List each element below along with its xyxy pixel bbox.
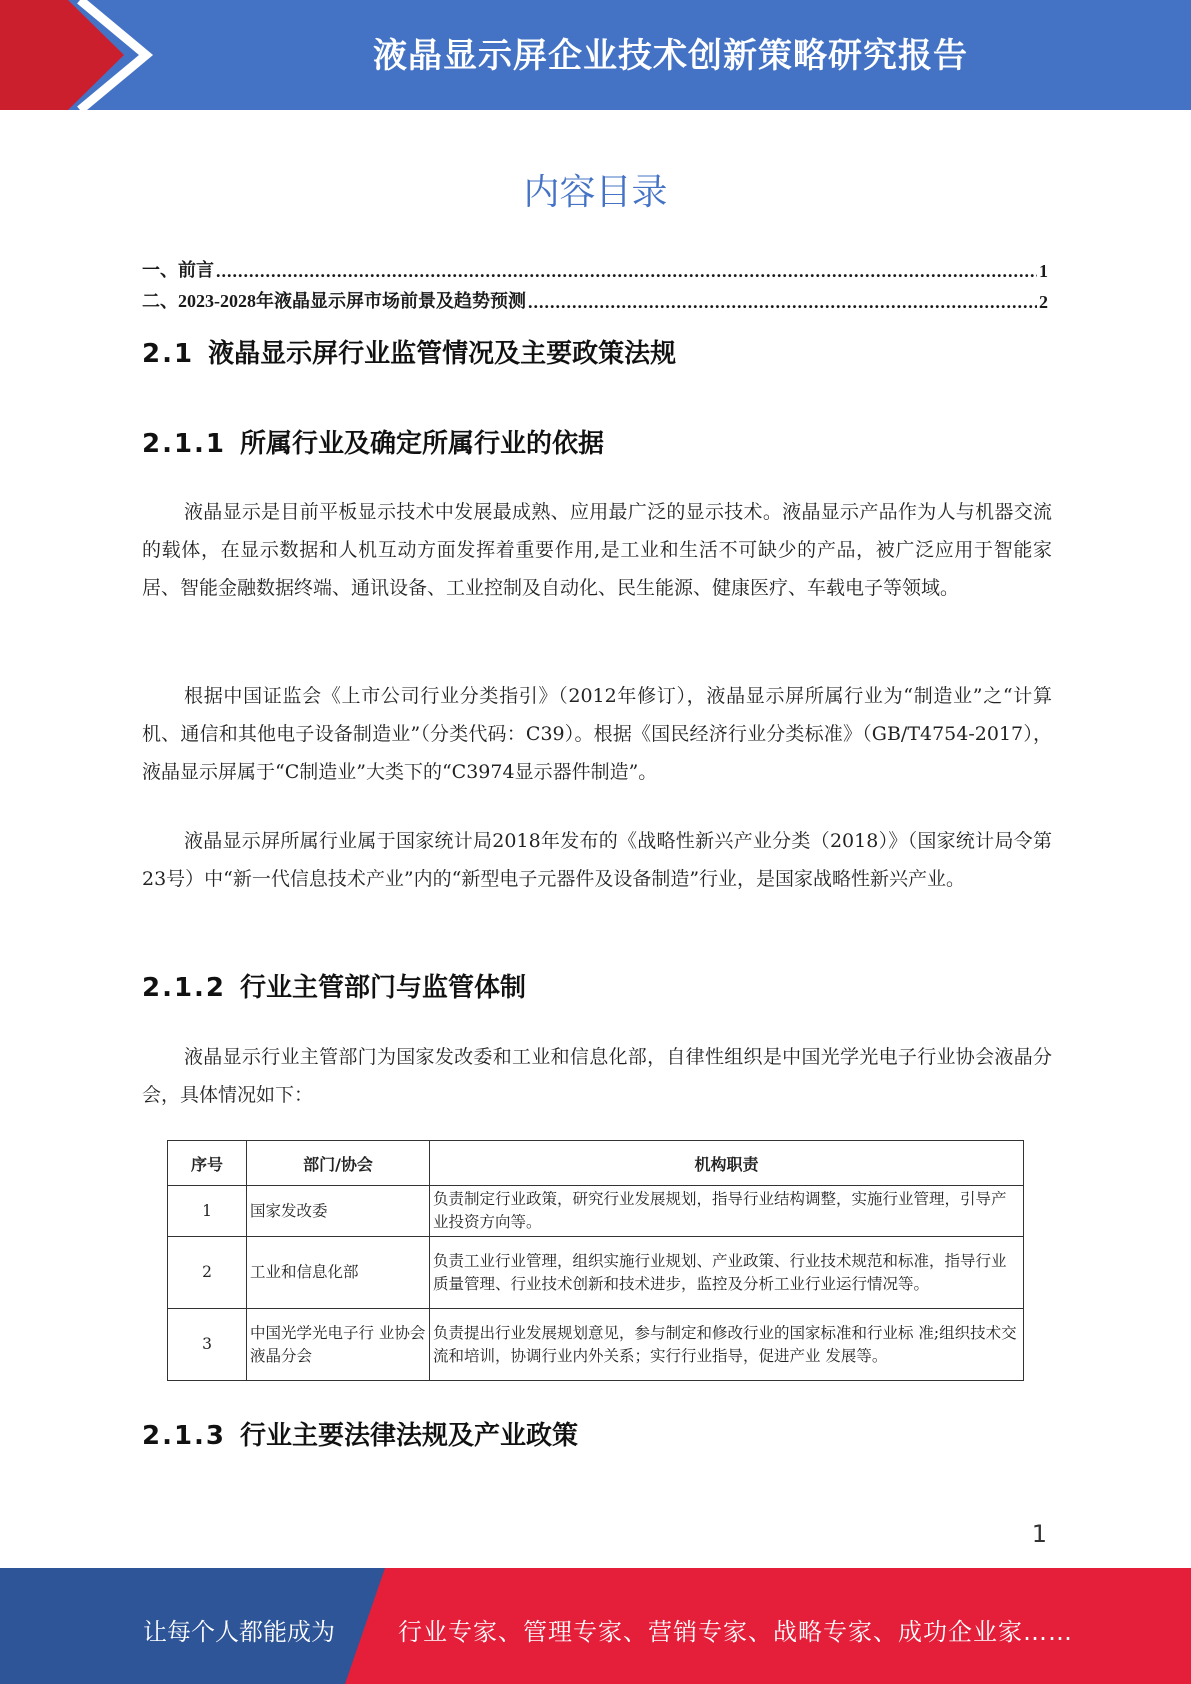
cell-no: 1 <box>168 1186 247 1237</box>
toc-entry[interactable] <box>142 256 1048 282</box>
toc-entry[interactable] <box>142 287 1048 313</box>
section-title: 所属行业及确定所属行业的依据 <box>240 429 605 459</box>
toc-entry-page: 2 <box>1039 292 1048 312</box>
cell-duty: 负责制定行业政策，研究行业发展规划，指导行业结构调整，实施行业管理，引导产业投资方向等。 <box>430 1186 1024 1237</box>
cell-dept: 工业和信息化部 <box>247 1237 430 1309</box>
toc-title: 内容目录 <box>523 172 668 213</box>
section-title: 液晶显示屏行业监管情况及主要政策法规 <box>208 339 677 369</box>
cell-dept: 中国光学光电子行 业协会液晶分会 <box>247 1309 430 1381</box>
table-row <box>168 1186 1024 1237</box>
section-heading-2-1-1 <box>142 423 604 460</box>
cell-no: 2 <box>168 1237 247 1309</box>
section-title: 行业主要法律法规及产业政策 <box>240 1421 579 1451</box>
cell-duty: 负责工业行业管理，组织实施行业规划、产业政策、行业技术规范和标准，指导行业质量管理、行业技术创新和技术进步，监控及分析工业行业运行情况等。 <box>430 1237 1024 1309</box>
cell-dept: 国家发改委 <box>247 1186 430 1237</box>
paragraph-authorities: 液晶显示行业主管部门为国家发改委和工业和信息化部，自律性组织是中国光学光电子行业协会液晶分会，具体情况如下： <box>142 1046 1052 1106</box>
section-heading-2-1-3 <box>142 1415 578 1452</box>
section-heading-2-1 <box>142 333 676 370</box>
cell-no: 3 <box>168 1309 247 1381</box>
column-header: 部门/协会 <box>247 1141 430 1186</box>
paragraph-strategic-industry: 液晶显示屏所属行业属于国家统计局2018年发布的《战略性新兴产业分类（2018）》（国家统计局令第23号）中“新一代信息技术产业”内的“新型电子元器件及设备制造”行业，是国家战略性新兴产业。 <box>142 830 1052 890</box>
page-number: 1 <box>1031 1520 1047 1548</box>
toc-leader-dots <box>528 292 1037 313</box>
paragraph-lcd-overview: 液晶显示是目前平板显示技术中发展最成熟、应用最广泛的显示技术。液晶显示产品作为人与机器交流的载体，在显示数据和人机互动方面发挥着重要作用,是工业和生活不可缺少的产品，被广泛应用于智能家居、智能金融数据终端、通讯设备、工业控制及自动化、民生能源、健康医疗、车载电子等领域。 <box>142 501 1052 599</box>
section-number: 2.1.1 <box>142 429 227 459</box>
toc-leader-dots <box>216 261 1037 282</box>
section-heading-2-1-2 <box>142 967 526 1004</box>
column-header: 序号 <box>168 1141 247 1186</box>
section-number: 2.1 <box>142 339 195 369</box>
toc-entry-label: 二、2023-2028年液晶显示屏市场前景及趋势预测 <box>142 291 526 311</box>
toc-entry-label: 一、前言 <box>142 260 214 280</box>
cell-duty: 负责提出行业发展规划意见，参与制定和修改行业的国家标准和行业标 准;组织技术交流和培训，协调行业内外关系；实行行业指导，促进产业 发展等。 <box>430 1309 1024 1381</box>
section-number: 2.1.3 <box>142 1421 227 1451</box>
footer-slogan-left: 让每个人都能成为 <box>143 1618 335 1646</box>
column-header: 机构职责 <box>430 1141 1024 1186</box>
toc-entry-page: 1 <box>1039 261 1048 281</box>
table-row <box>168 1237 1024 1309</box>
footer-banner <box>0 1568 1191 1684</box>
regulatory-authorities-table <box>167 1140 1024 1381</box>
header-banner <box>0 0 1191 110</box>
table-row <box>168 1309 1024 1381</box>
section-title: 行业主管部门与监管体制 <box>240 973 527 1003</box>
table-header-row <box>168 1141 1024 1186</box>
section-number: 2.1.2 <box>142 973 227 1003</box>
footer-slogan-right: 行业专家、管理专家、营销专家、战略专家、成功企业家…… <box>398 1618 1073 1646</box>
paragraph-industry-classification: 根据中国证监会《上市公司行业分类指引》（2012年修订），液晶显示屏所属行业为“制造业”之“计算机、通信和其他电子设备制造业”（分类代码：C39）。根据《国民经济行业分类标准》（GB/T4754-2017），液晶显示屏属于“C制造业”大类下的“C3974显示器件制造”。 <box>142 685 1052 783</box>
report-title: 液晶显示屏企业技术创新策略研究报告 <box>373 36 968 76</box>
